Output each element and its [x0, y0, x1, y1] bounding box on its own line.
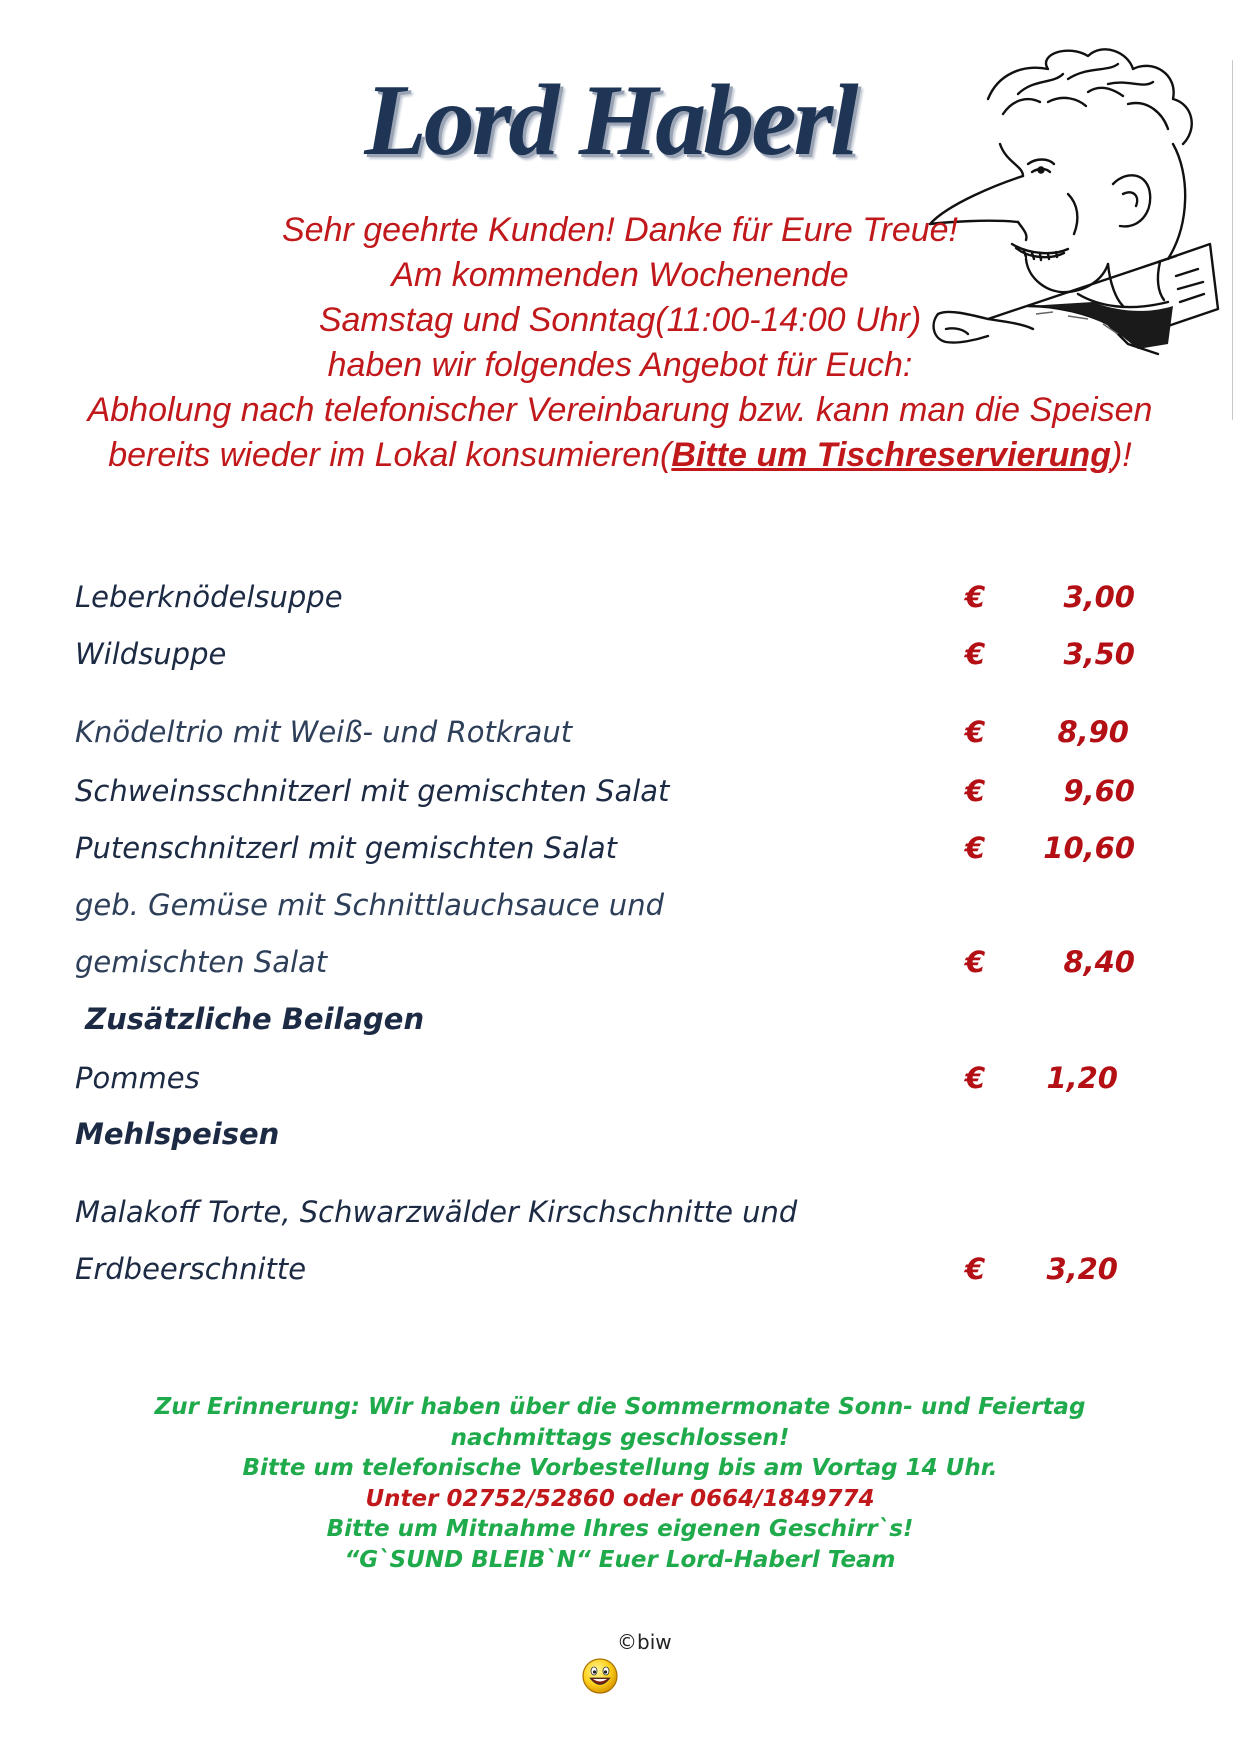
menu-item-price: 3,00: [1063, 580, 1135, 614]
menu-item: [75, 1195, 1135, 1245]
menu-item-name: Erdbeerschnitte: [75, 1252, 307, 1286]
menu-item-price: 10,60: [1043, 831, 1135, 865]
footer-line: Bitte um telefonische Vorbestellung bis am Vortag 14 Uhr.: [242, 1455, 998, 1481]
intro-line: Am kommenden Wochenende: [391, 256, 849, 294]
menu-item: [75, 831, 1135, 881]
footer-line: nachmittags geschlossen!: [450, 1424, 790, 1451]
intro-line: Abholung nach telefonischer Vereinbarung bzw. kann man die Speisen: [87, 391, 1153, 429]
menu-item-name: Knödeltrio mit Weiß- und Rotkraut: [75, 715, 573, 749]
currency-symbol: €: [965, 715, 986, 749]
footer-line: Zur Erinnerung: Wir haben über die Sommermonate Sonn- und Feiertag: [154, 1394, 1086, 1420]
currency-symbol: €: [965, 637, 986, 671]
menu-item-name: Schweinsschnitzerl mit gemischten Salat: [75, 774, 670, 808]
menu-item: [75, 580, 1135, 630]
menu-item: [75, 888, 1135, 938]
menu-item-price: 8,40: [1063, 945, 1135, 979]
menu-item-name: Wildsuppe: [75, 637, 227, 671]
menu-item: [75, 1252, 1135, 1302]
menu-item-name: gemischten Salat: [75, 945, 328, 979]
menu-item: [75, 715, 1135, 765]
menu-item-name: Leberknödelsuppe: [75, 580, 343, 614]
currency-symbol: €: [965, 774, 986, 808]
phone-numbers: Unter 02752/52860 oder 0664/1849774: [365, 1485, 875, 1512]
currency-symbol: €: [965, 1252, 986, 1286]
currency-symbol: €: [965, 1061, 986, 1095]
section-heading-desserts: Mehlspeisen: [75, 1117, 280, 1151]
intro-line: [40, 433, 1200, 478]
currency-symbol: €: [965, 945, 986, 979]
reservation-note: Bitte um Tischreservierung: [671, 436, 1111, 474]
intro-line: Samstag und Sonntag(11:00-14:00 Uhr): [318, 301, 922, 339]
menu-item: [75, 1061, 1135, 1111]
page-title: Lord Haberl: [364, 64, 856, 177]
footer-signoff: “G`SUND BLEIB`N“ Euer Lord-Haberl Team: [344, 1546, 896, 1573]
menu-item-price: 1,20: [1046, 1061, 1118, 1095]
section-heading: [75, 1117, 1135, 1167]
smiley-icon: [581, 1657, 619, 1695]
page-edge-line: [1232, 60, 1233, 420]
menu-item-price: 9,60: [1063, 774, 1135, 808]
intro-text: bereits wieder im Lokal konsumieren(: [108, 436, 672, 474]
intro-message: [40, 208, 1200, 478]
menu-item-price: 8,90: [1057, 715, 1129, 749]
menu-item-name: Pommes: [75, 1061, 200, 1095]
footer-line: Bitte um Mitnahme Ihres eigenen Geschirr`s!: [326, 1516, 914, 1542]
menu-item: [75, 637, 1135, 687]
currency-symbol: €: [965, 831, 986, 865]
menu-item-price: 3,50: [1063, 637, 1135, 671]
section-heading-sides: Zusätzliche Beilagen: [75, 1002, 425, 1036]
menu-item-price: 3,20: [1046, 1252, 1118, 1286]
menu-item-name: geb. Gemüse mit Schnittlauchsauce und: [75, 888, 664, 922]
menu-item: [75, 774, 1135, 824]
menu-item: [75, 945, 1135, 995]
menu-item-name: Malakoff Torte, Schwarzwälder Kirschschnitte und: [75, 1195, 798, 1229]
section-heading: [75, 1002, 1135, 1052]
intro-text: )!: [1110, 436, 1132, 474]
intro-line: Sehr geehrte Kunden! Danke für Eure Treue!: [282, 211, 958, 249]
footer-notice: [60, 1392, 1180, 1575]
intro-line: haben wir folgendes Angebot für Euch:: [327, 346, 913, 384]
copyright-credit: ©biw: [617, 1630, 672, 1654]
currency-symbol: €: [965, 580, 986, 614]
menu-item-name: Putenschnitzerl mit gemischten Salat: [75, 831, 618, 865]
